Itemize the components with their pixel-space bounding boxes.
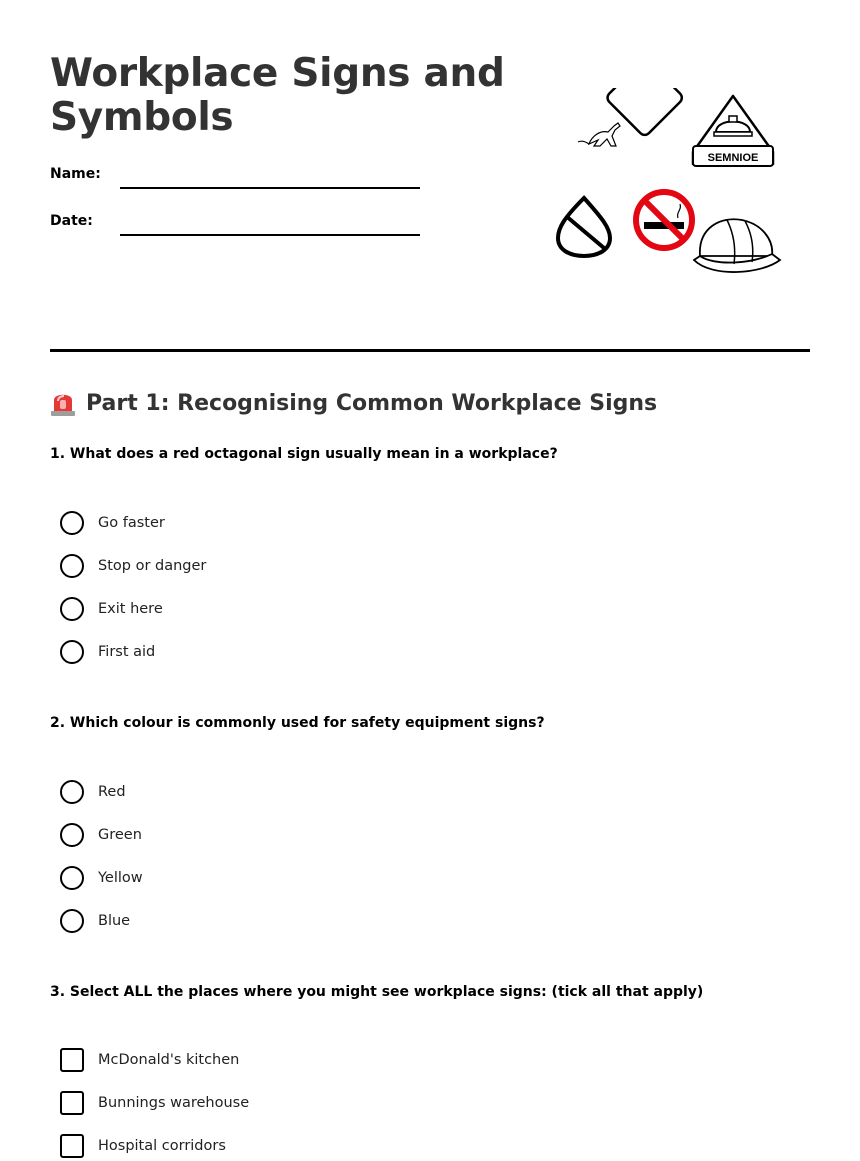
option-label: Blue bbox=[98, 913, 131, 929]
name-field[interactable] bbox=[120, 187, 420, 189]
question-2: 2. Which colour is commonly used for safety equipment signs? bbox=[50, 715, 545, 731]
q2-option-green[interactable] bbox=[60, 823, 142, 847]
no-smoking-sign-icon bbox=[636, 192, 692, 248]
section-heading bbox=[50, 389, 657, 417]
date-field[interactable] bbox=[120, 234, 420, 236]
q3-option-mcdonalds-kitchen[interactable] bbox=[60, 1048, 239, 1072]
radio-button[interactable] bbox=[60, 511, 84, 535]
page-title: Workplace Signs and Symbols bbox=[50, 51, 505, 140]
no-water-sign-icon bbox=[558, 198, 610, 256]
radio-button[interactable] bbox=[60, 554, 84, 578]
hard-hat-icon bbox=[694, 219, 780, 272]
radio-button[interactable] bbox=[60, 909, 84, 933]
hard-hat-warning-sign-icon bbox=[693, 96, 773, 166]
section-title: Part 1: Recognising Common Workplace Signs bbox=[86, 390, 658, 416]
option-label: Exit here bbox=[98, 601, 163, 617]
checkbox[interactable] bbox=[60, 1048, 84, 1072]
option-label: Bunnings warehouse bbox=[98, 1095, 250, 1111]
checkbox[interactable] bbox=[60, 1134, 84, 1158]
option-label: Stop or danger bbox=[98, 558, 207, 574]
q2-option-yellow[interactable] bbox=[60, 866, 143, 890]
sign-text: SEMNIOE bbox=[707, 152, 759, 164]
option-label: McDonald's kitchen bbox=[98, 1052, 240, 1068]
radio-button[interactable] bbox=[60, 640, 84, 664]
option-label: First aid bbox=[98, 644, 156, 660]
kangaroo-crossing-sign-icon bbox=[578, 88, 684, 146]
option-label: Yellow bbox=[98, 870, 143, 886]
option-label: Go faster bbox=[98, 515, 165, 531]
q2-option-red[interactable] bbox=[60, 780, 126, 804]
q1-option-go-faster[interactable] bbox=[60, 511, 165, 535]
radio-button[interactable] bbox=[60, 823, 84, 847]
q2-option-blue[interactable] bbox=[60, 909, 130, 933]
question-1: 1. What does a red octagonal sign usually mean in a workplace? bbox=[50, 446, 558, 462]
q1-option-first-aid[interactable] bbox=[60, 640, 155, 664]
workplace-signs-illustration bbox=[552, 88, 784, 284]
option-label: Hospital corridors bbox=[98, 1138, 226, 1154]
name-label: Name: bbox=[50, 166, 101, 182]
date-label: Date: bbox=[50, 213, 93, 229]
siren-icon bbox=[50, 389, 76, 417]
radio-button[interactable] bbox=[60, 597, 84, 621]
q1-option-exit-here[interactable] bbox=[60, 597, 163, 621]
radio-button[interactable] bbox=[60, 866, 84, 890]
q3-option-bunnings-warehouse[interactable] bbox=[60, 1091, 249, 1115]
option-label: Green bbox=[98, 827, 142, 843]
section-divider bbox=[50, 349, 810, 352]
question-3: 3. Select ALL the places where you might see workplace signs: (tick all that apply) bbox=[50, 984, 704, 1000]
q3-option-hospital-corridors[interactable] bbox=[60, 1134, 226, 1158]
checkbox[interactable] bbox=[60, 1091, 84, 1115]
radio-button[interactable] bbox=[60, 780, 84, 804]
option-label: Red bbox=[98, 784, 126, 800]
q1-option-stop-or-danger[interactable] bbox=[60, 554, 206, 578]
